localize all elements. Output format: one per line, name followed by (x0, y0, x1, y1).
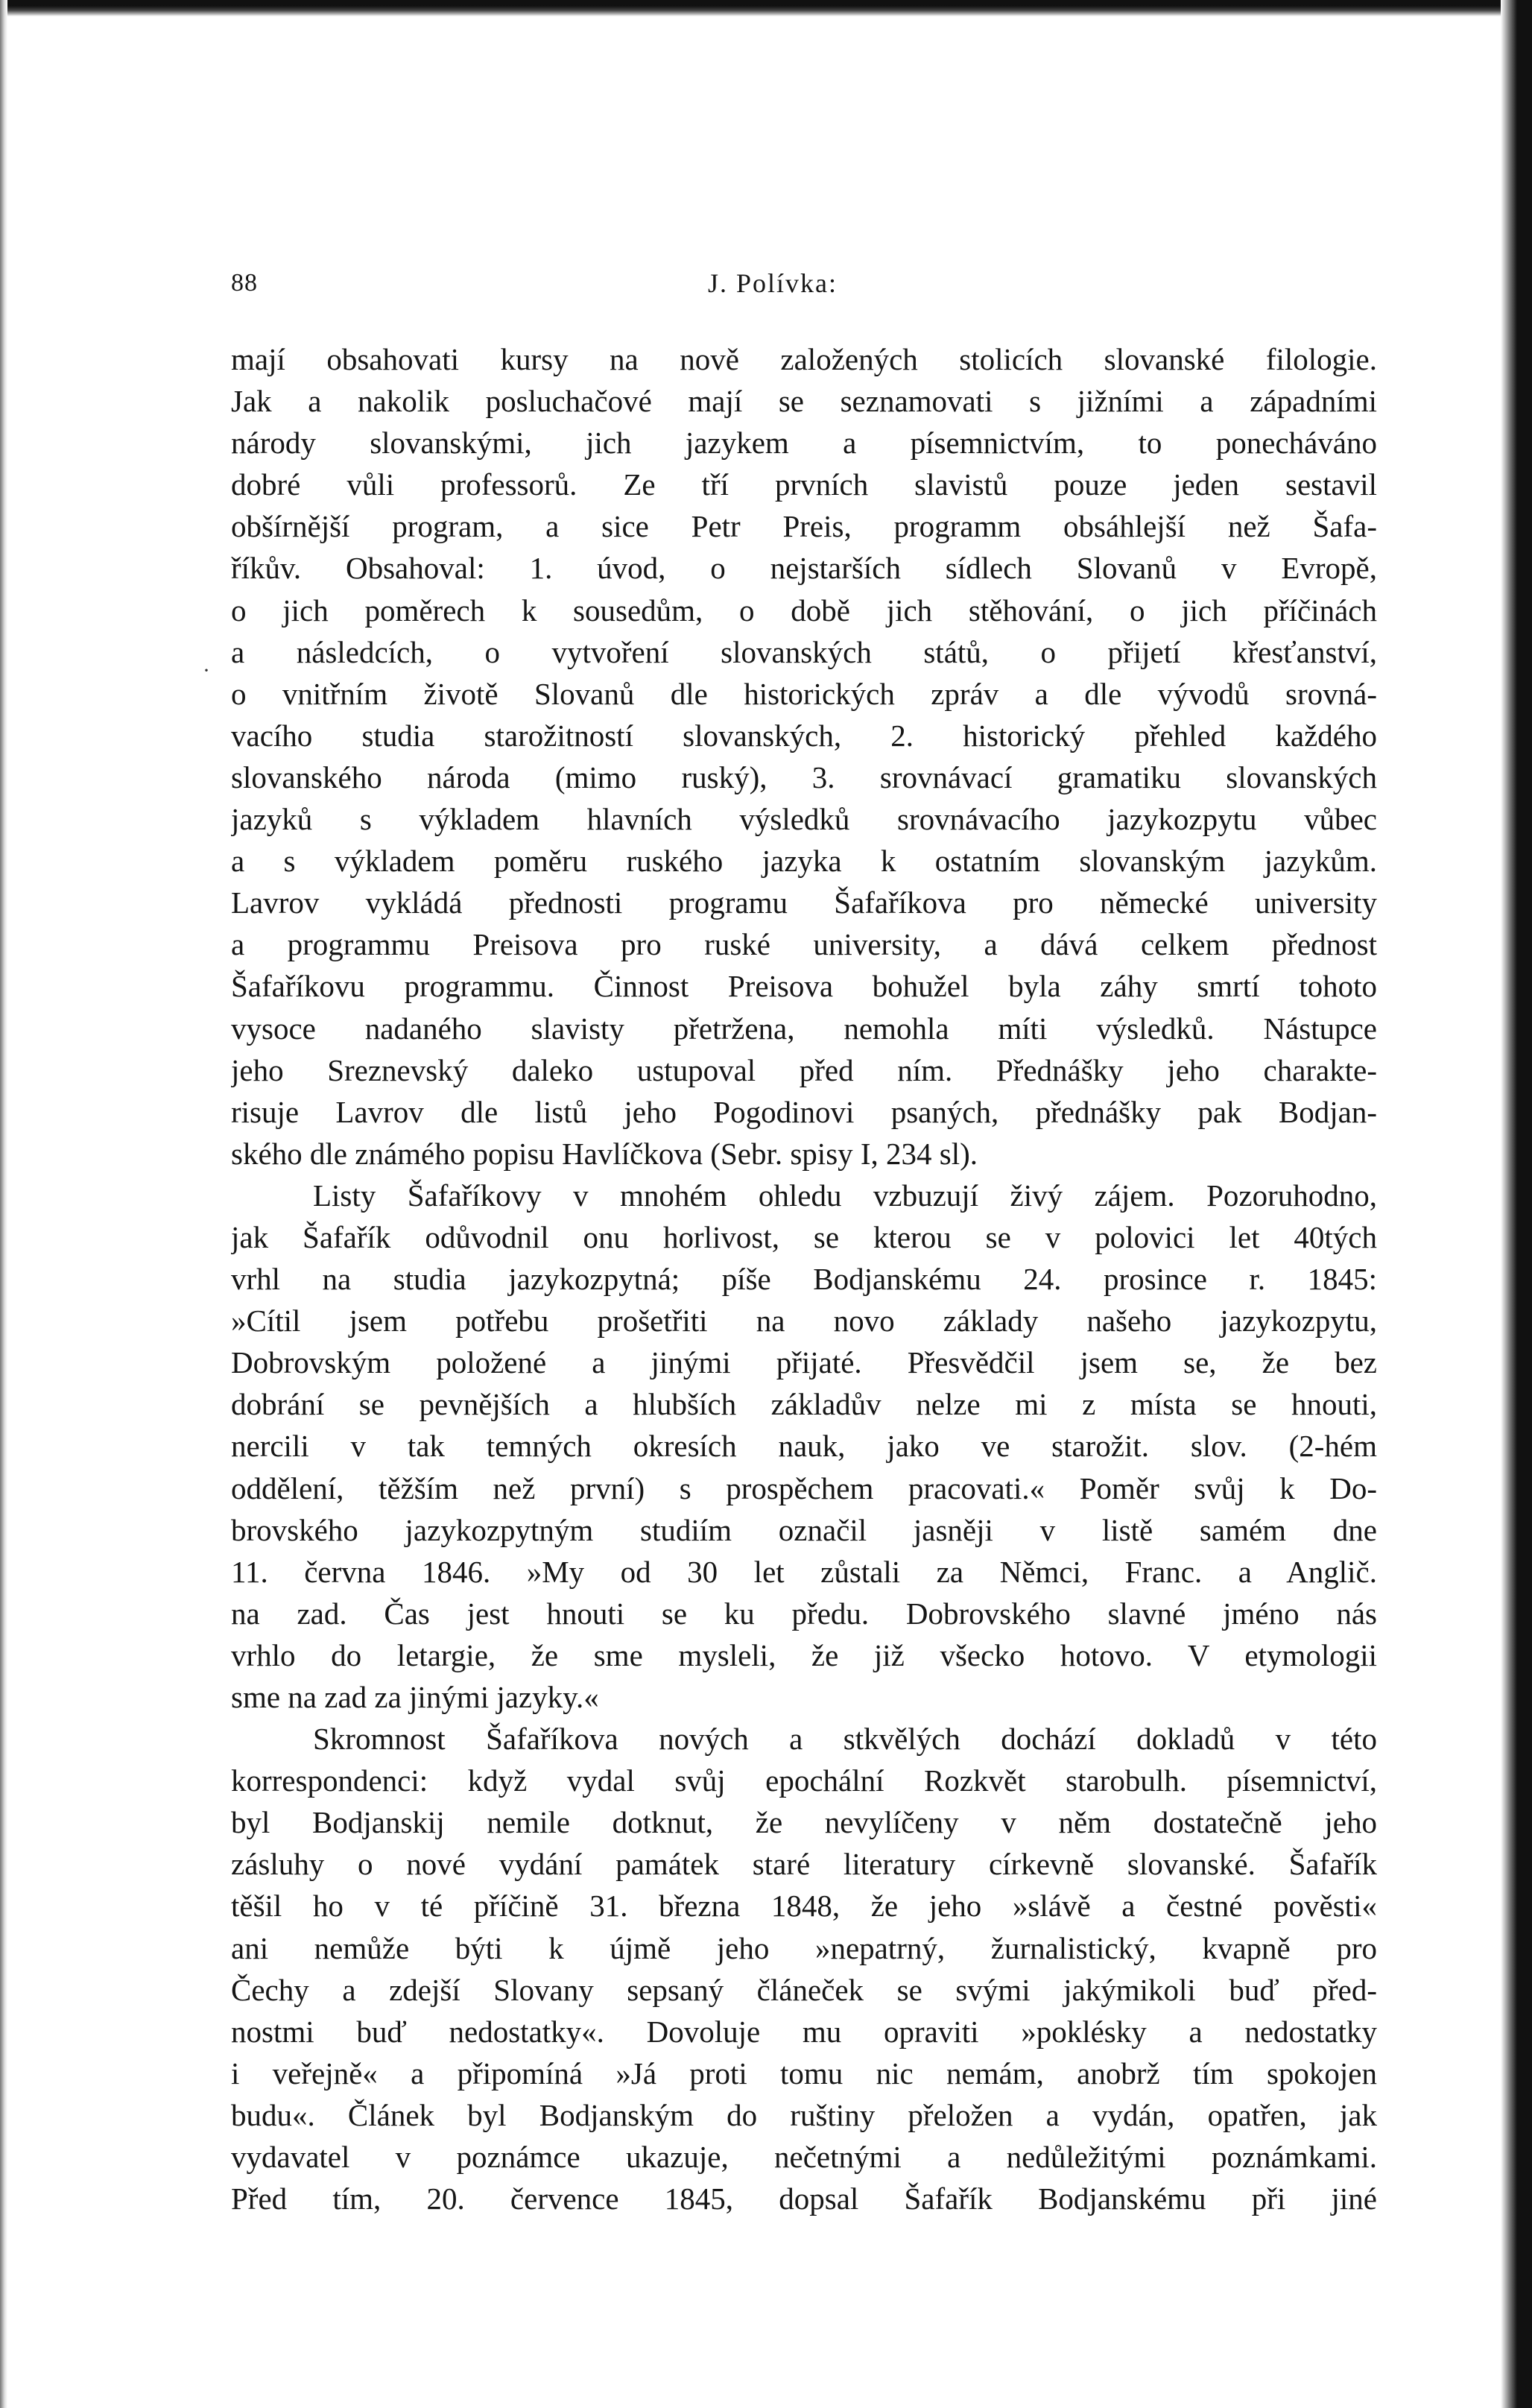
text-line: a s výkladem poměru ruského jazyka k ostatním slovanským jazykům. (231, 844, 1377, 879)
scan-border-right (1501, 0, 1532, 2408)
paragraph-start-line: Skromnost Šafaříkova nových a stkvělých dochází dokladů v této (313, 1722, 1377, 1757)
text-line: a programmu Preisova pro ruské university, a dává celkem přednost (231, 927, 1377, 962)
body-text (231, 338, 1377, 2219)
text-line: dobré vůli professorů. Ze tří prvních slavistů pouze jeden sestavil (231, 467, 1377, 502)
margin-dot: · (203, 658, 210, 683)
text-line: Šafaříkovu programmu. Činnost Preisova bohužel byla záhy smrtí tohoto (231, 969, 1377, 1004)
text-line: nercili v tak temných okresích nauk, jako ve starožit. slov. (2-hém (231, 1429, 1377, 1464)
text-line: korrespondenci: když vydal svůj epochální Rozkvět starobulh. písemnictví, (231, 1763, 1377, 1798)
text-line: Lavrov vykládá přednosti programu Šafaříkova pro německé university (231, 885, 1377, 920)
text-line: i veřejně« a připomíná »Já proti tomu nic nemám, anobrž tím spokojen (231, 2055, 1377, 2091)
text-line: mají obsahovati kursy na nově založených stolicích slovanské filologie. (231, 342, 1377, 376)
text-line: Dobrovským položené a jinými přijaté. Přesvědčil jsem se, že bez (231, 1345, 1377, 1380)
text-line: zásluhy o nové vydání památek staré literatury církevně slovanské. Šafařík (231, 1847, 1377, 1882)
text-line: Jak a nakolik posluchačové mají se seznamovati s jižními a západními (231, 384, 1377, 419)
text-line: vydavatel v poznámce ukazuje, nečetnými a nedůležitými poznámkami. (231, 2140, 1377, 2175)
text-line: budu«. Článek byl Bodjanským do ruštiny přeložen a vydán, opatřen, jak (231, 2097, 1377, 2132)
text-line: nostmi buď nedostatky«. Dovoluje mu opraviti »poklésky a nedostatky (231, 2014, 1377, 2049)
text-line: jeho Sreznevský daleko ustupoval před ním. Přednášky jeho charakte- (231, 1052, 1377, 1087)
text-line: vysoce nadaného slavisty přetržena, nemohla míti výsledků. Nástupce (231, 1011, 1377, 1046)
text-line: Čechy a zdejší Slovany sepsaný článeček se svými jakýmikoli buď před- (231, 1972, 1377, 2007)
text-line: a následcích, o vytvoření slovanských států, o přijetí křesťanství, (231, 634, 1377, 669)
page-number: 88 (231, 269, 258, 297)
text-line: byl Bodjanskij nemile dotknut, že nevylíčeny v něm dostatečně jeho (231, 1805, 1377, 1840)
text-line: risuje Lavrov dle listů jeho Pogodinovi psaných, přednášky pak Bodjan- (231, 1094, 1377, 1129)
text-line: brovského jazykozpytným studiím označil jasněji v listě samém dne (231, 1512, 1377, 1547)
text-line: ani nemůže býti k újmě jeho »nepatrný, žurnalistický, kvapně pro (231, 1930, 1377, 1965)
text-line: na zad. Čas jest hnouti se ku předu. Dobrovského slavné jméno nás (231, 1596, 1377, 1631)
text-line: jak Šafařík odůvodnil onu horlivost, se kterou se v polovici let 40tých (231, 1219, 1377, 1254)
text-line: sme na zad za jinými jazyky.« (231, 1680, 599, 1714)
scan-border-top (0, 0, 1532, 16)
paragraph-start-line: Listy Šafaříkovy v mnohém ohledu vzbuzují živý zájem. Pozoruhodno, (313, 1178, 1377, 1213)
text-line: Před tím, 20. července 1845, dopsal Šafařík Bodjanskému při jiné (231, 2181, 1377, 2216)
text-line: ského dle známého popisu Havlíčkova (Sebr. spisy I, 234 sl). (231, 1136, 978, 1171)
text-line: národy slovanskými, jich jazykem a písemnictvím, to ponecháváno (231, 426, 1377, 461)
text-line: »Cítil jsem potřebu prošetřiti na novo základy našeho jazykozpytu, (231, 1303, 1377, 1339)
scan-border-left (0, 0, 7, 2408)
text-line: slovanského národa (mimo ruský), 3. srovnávací gramatiku slovanských (231, 759, 1377, 794)
page-header (231, 261, 1377, 306)
text-line: o vnitřním životě Slovanů dle historických zpráv a dle vývodů srovná- (231, 676, 1377, 711)
text-line: o jich poměrech k sousedům, o době jich stěhování, o jich příčinách (231, 592, 1377, 628)
text-line: dobrání se pevnějších a hlubších základův nelze mi z místa se hnouti, (231, 1387, 1377, 1422)
text-line: říkův. Obsahoval: 1. úvod, o nejstarších sídlech Slovanů v Evropě, (231, 551, 1377, 586)
text-line: vacího studia starožitností slovanských, 2. historický přehled každého (231, 718, 1377, 753)
text-line: vrhl na studia jazykozpytná; píše Bodjanskému 24. prosince r. 1845: (231, 1262, 1377, 1297)
text-line: jazyků s výkladem hlavních výsledků srovnávacího jazykozpytu vůbec (231, 802, 1377, 837)
text-line: oddělení, těžším než první) s prospěchem pracovati.« Poměr svůj k Do- (231, 1470, 1377, 1505)
text-line: obšírnější program, a sice Petr Preis, programm obsáhlejší než Šafa- (231, 509, 1377, 544)
text-line: vrhlo do letargie, že sme mysleli, že již všecko hotovo. V etymologii (231, 1637, 1377, 1672)
text-line: těšil ho v té příčině 31. března 1848, že jeho »slávě a čestné pověsti« (231, 1889, 1377, 1924)
text-line: 11. června 1846. »My od 30 let zůstali za Němci, Franc. a Anglič. (231, 1554, 1377, 1589)
running-head: J. Polívka: (708, 268, 838, 298)
